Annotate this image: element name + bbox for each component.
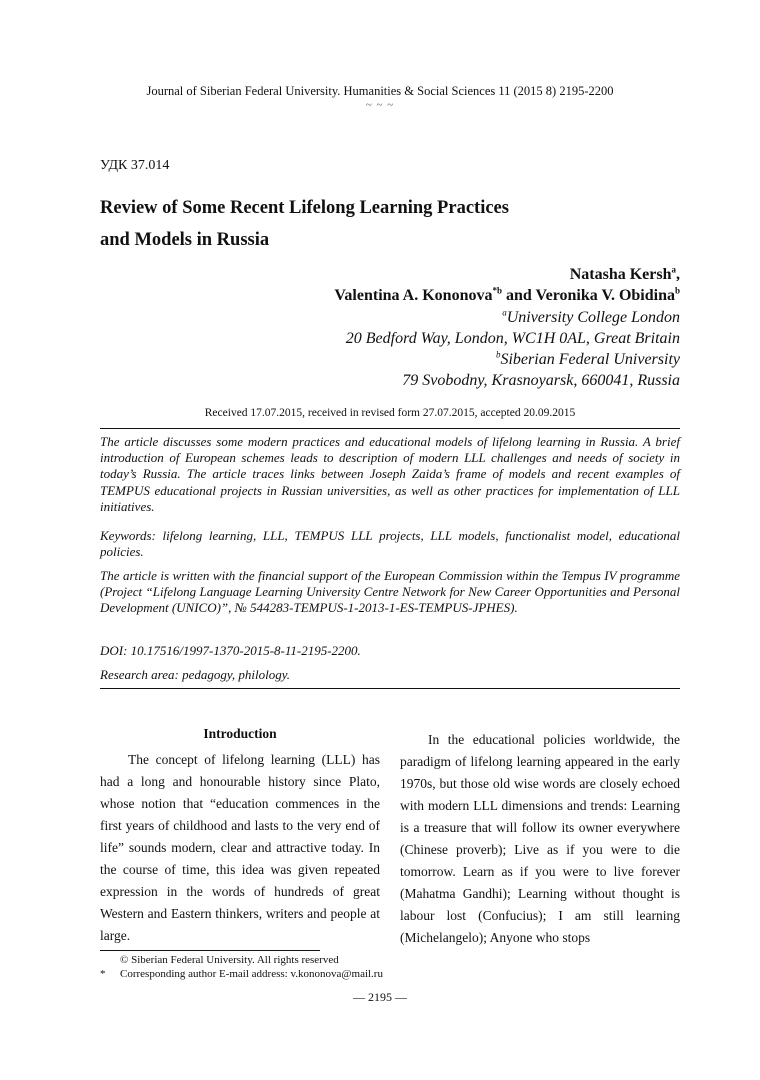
affiliation-b-address: 79 Svobodny, Krasnoyarsk, 660041, Russia [402, 372, 680, 389]
abstract-text: The article discusses some modern practices and educational models of lifelong learning in Russia. A brief introduction of European schemes leads to description of modern LLL challenges and needs of society in today’s Russia. The article traces links between Joseph Zaida’s frame of models and recent examples of TEMPUS educational projects in Russian universities, as well as other practices for implementation of LLL initiatives. [100, 434, 680, 514]
paragraph-intro-1: The concept of lifelong learning (LLL) has had a long and honourable history since Plato, whose notion that “education commences in the first years of childhood and lasts to the very end of life” sounds modern, clear and attractive today. In the course of time, this idea was given repeated expression in the words of hundreds of great Western and Eastern thinkers, writers and people at large. [100, 752, 380, 943]
author-obidina-sup: b [674, 285, 680, 296]
paragraph-intro-2: In the educational policies worldwide, the paradigm of lifelong learning appeared in the early 1970s, but those old wise words are closely echoed with modern LLL dimensions and trends: Learning is a treasure that will follow its owner everywhere (Chinese proverb); Live as if you were to die tomorrow. Learn as if you were to live forever (Mahatma Gandhi); Learning without thought is labour lost (Confucius); I am still learning (Michelangelo); Anyone who stops [400, 732, 680, 945]
author-obidina: Veronika V. Obidina [535, 287, 675, 304]
footnote-star: * [100, 968, 106, 980]
doi: DOI: 10.17516/1997-1370-2015-8-11-2195-2200. [100, 643, 361, 658]
title-line-2: and Models in Russia [100, 230, 270, 250]
author-comma: , [676, 266, 680, 283]
affiliation-a-address: 20 Bedford Way, London, WC1H 0AL, Great Britain [345, 330, 680, 347]
footnote-rule [100, 950, 320, 951]
author-list [334, 264, 680, 306]
abstract-bottom-rule [100, 688, 680, 689]
author-and: and [501, 287, 536, 304]
corresponding-text: Corresponding author E-mail address: v.kononova@mail.ru [120, 968, 383, 980]
article-title [100, 192, 660, 256]
author-kersh: Natasha Kersh [569, 266, 672, 283]
title-line-1: Review of Some Recent Lifelong Learning Practices [100, 198, 509, 218]
research-area: Research area: pedagogy, philology. [100, 667, 291, 682]
author-line-1 [334, 264, 680, 285]
header-separator: ~ ~ ~ [365, 99, 395, 111]
author-kononova-sup: *b [492, 285, 502, 296]
affiliation-a-name: University College London [506, 309, 680, 326]
body-column-right [400, 729, 680, 949]
udk-code: УДК 37.014 [100, 158, 170, 173]
keywords: Keywords: lifelong learning, LLL, TEMPUS LLL projects, LLL models, functionalist model, educational policies. [100, 528, 680, 560]
funding-note: The article is written with the financial support of the European Commission within the Tempus IV programme (Project “Lifelong Language Learning University Centre Network for New Career Opportunities and Personal Development (UNICO)”, № 544283-TEMPUS-1-2013-1-ES-TEMPUS-JPHES). [100, 568, 680, 616]
page-number: — 2195 — [353, 990, 407, 1004]
footnote-copyright [100, 954, 339, 966]
abstract-top-rule [100, 428, 680, 429]
affiliation-b-sup: b [495, 349, 501, 360]
copyright-text: © Siberian Federal University. All rights reserved [120, 954, 339, 966]
footnote-corresponding [100, 968, 383, 980]
affiliations [346, 307, 680, 391]
affiliation-a-sup: a [502, 307, 507, 318]
affiliation-b-name: Siberian Federal University [500, 351, 680, 368]
author-kersh-sup: a [671, 264, 676, 275]
author-kononova: Valentina A. Kononova [334, 287, 493, 304]
section-heading-introduction: Introduction [203, 726, 277, 741]
author-line-2 [334, 285, 680, 306]
received-dates: Received 17.07.2015, received in revised form 27.07.2015, accepted 20.09.2015 [204, 407, 576, 419]
journal-header: Journal of Siberian Federal University. Humanities & Social Sciences 11 (2015 8) 2195-2200 [146, 84, 614, 98]
body-column-left [100, 749, 380, 947]
affiliation-a [346, 307, 680, 328]
affiliation-b [346, 349, 680, 370]
